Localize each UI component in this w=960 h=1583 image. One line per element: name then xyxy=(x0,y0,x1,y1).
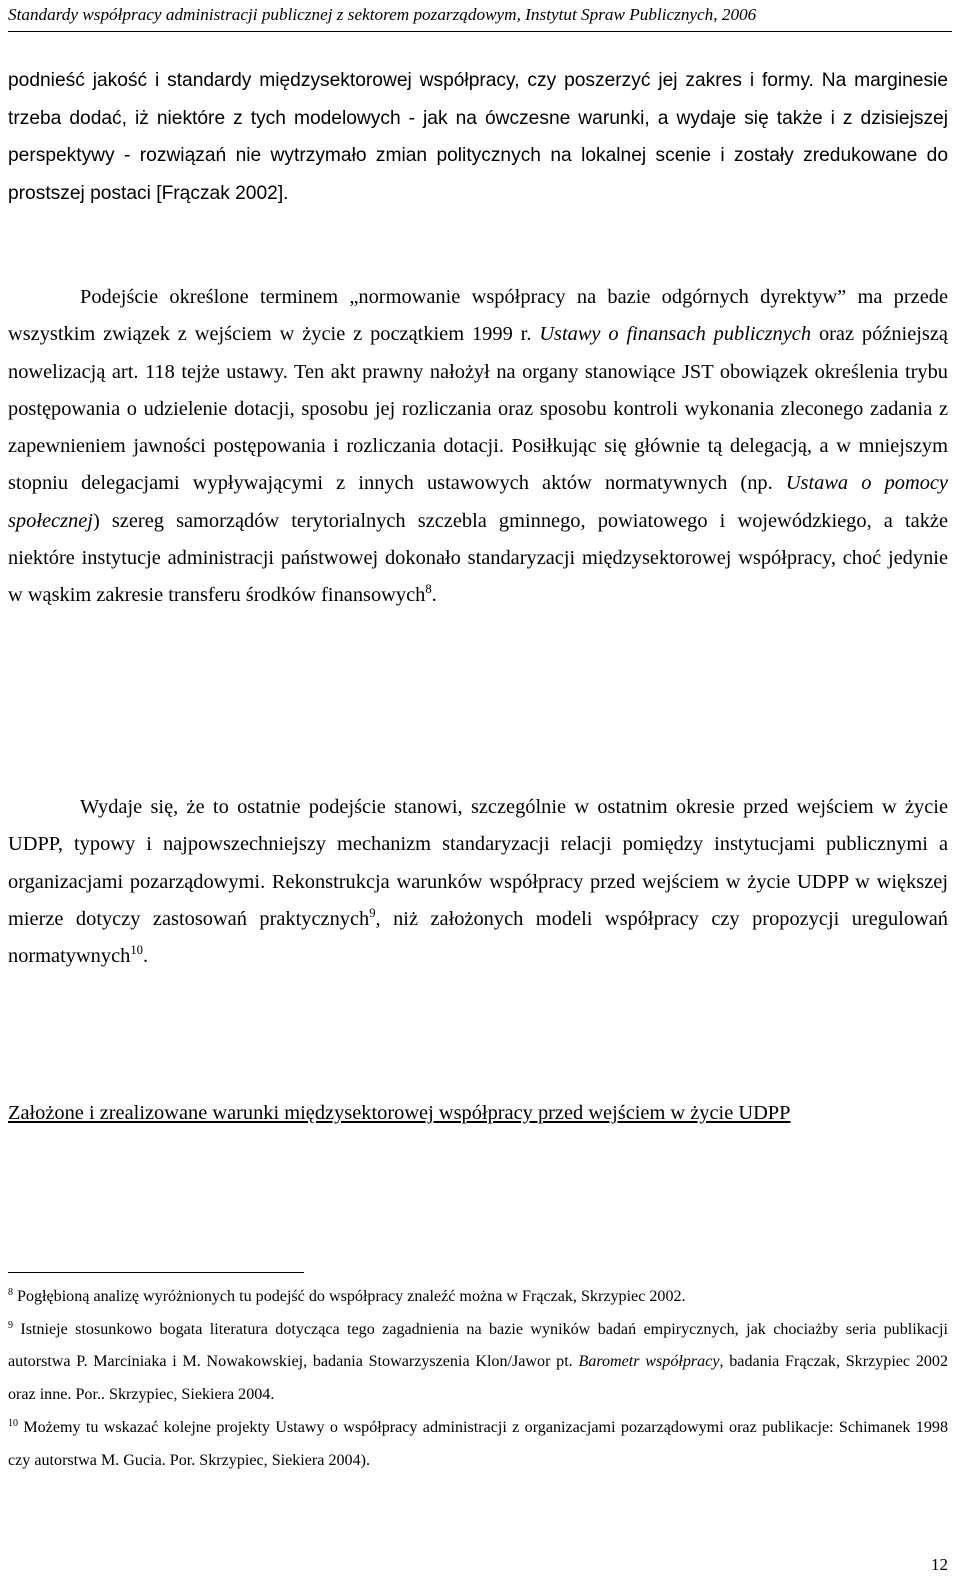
footnote-text: , badania Frączak, Skrzypiec 2002 oraz inne. Por.. Skrzypiec, Siekiera 2004. xyxy=(8,1353,949,1404)
running-header: Standardy współpracy administracji publicznej z sektorem pozarządowym, Instytut Spraw Publicznych, 2006 xyxy=(8,4,952,32)
footnote-ref[interactable]: 9 xyxy=(369,906,376,921)
italic-law-title: Ustawa o pomocy społecznej xyxy=(8,472,948,532)
section-heading-text: Założone i zrealizowane warunki międzysektorowej współpracy przed wejściem w życie UDPP xyxy=(8,1102,791,1124)
footnote-ref[interactable]: 8 xyxy=(425,582,432,597)
footnote-text: Istnieje stosunkowo bogata literatura dotycząca tego zagadnienia na bazie wyników badań empirycznych, jak chociażby seria publikacji autorstwa P. Marciniaka i M. Nowakowskiej, badania Stowarzyszenia Klon/Jawor pt. xyxy=(8,1320,948,1371)
paragraph-text: Podejście określone terminem „normowanie współpracy na bazie odgórnych dyrektyw” ma przede wszystkim związek z wejściem w życie z początkiem 1999 r. xyxy=(8,286,948,346)
footnote-text: Pogłębioną analizę wyróżnionych tu podejść do współpracy znaleźć można w Frączak, Skrzypiec 2002. xyxy=(12,1288,686,1305)
paragraph-text: , niż założonych modeli współpracy czy propozycji uregulowań normatywnych xyxy=(8,907,949,968)
paragraph-text: oraz późniejszą nowelizacją art. 118 tejże ustawy. Ten akt prawny nałożył na organy stanowiące JST obowiązek określenia trybu postępowania o udzielenie dotacji, sposobu jej rozliczania oraz sposobu kontroli wykonania zleconego zadania z zapewnieniem jawności postępowania i rozliczania dotacji. Posiłkując się głównie tą delegacją, a w mniejszym stopniu delegacjami wypływającymi z innych ustawowych aktów normatywnych (np. xyxy=(8,323,948,495)
footnote-number: 9 xyxy=(8,1319,13,1331)
italic-law-title: Ustawy o finansach publicznych xyxy=(539,323,812,346)
paragraph-text: ) szereg samorządów terytorialnych szczebla gminnego, powiatowego i wojewódzkiego, a także niektóre instytucje administracji państwowej dokonało standaryzacji międzysektorowej współpracy, choć jedynie w wąskim zakresie transferu środków finansowych xyxy=(8,509,948,607)
page-number: 12 xyxy=(931,1555,948,1574)
footnote-number: 10 xyxy=(8,1417,18,1429)
paragraph-text: . xyxy=(431,584,437,607)
footnote-10 xyxy=(8,1412,948,1477)
footnotes xyxy=(8,1281,948,1477)
footnote-separator xyxy=(8,1272,304,1273)
paragraph-text: . xyxy=(142,945,149,968)
footnote-8 xyxy=(8,1281,948,1314)
footnote-ref[interactable]: 10 xyxy=(130,943,143,958)
paragraph-normowanie xyxy=(8,279,948,615)
footnote-text: Możemy tu wskazać kolejne projekty Ustawy o współpracy administracji z organizacjami pozarządowymi oraz publikacje: Schimanek 1998 czy autorstwa M. Gucia. Por. Skrzypiec, Siekiera 2004). xyxy=(8,1418,948,1469)
paragraph-continuation: podnieść jakość i standardy międzysektorowej współpracy, czy poszerzyć jej zakres i formy. Na marginesie trzeba dodać, iż niektóre z tych modelowych - jak na ówczesne warunki, a wydaje się także i z dzisiejszej perspektywy - rozwiązań nie wytrzymało zmian politycznych na lokalnej scenie i zostały zredukowane do prostszej postaci [Frączak 2002]. xyxy=(8,70,948,204)
footnote-9 xyxy=(8,1314,948,1412)
paragraph-text: Wydaje się, że to ostatnie podejście stanowi, szczególnie w ostatnim okresie przed wejściem w życie UDPP, typowy i najpowszechniejszy mechanizm standaryzacji relacji pomiędzy instytucjami publicznymi a organizacjami pozarządowymi. Rekonstrukcja warunków współpracy przed wejściem w życie UDPP w większej mierze dotyczy zastosowań praktycznych xyxy=(8,796,948,930)
section-heading xyxy=(8,1096,948,1130)
footnote-number: 8 xyxy=(8,1286,13,1298)
paragraph-mechanizm xyxy=(8,789,948,975)
footnote-italic-title: Barometr współpracy xyxy=(578,1353,720,1371)
